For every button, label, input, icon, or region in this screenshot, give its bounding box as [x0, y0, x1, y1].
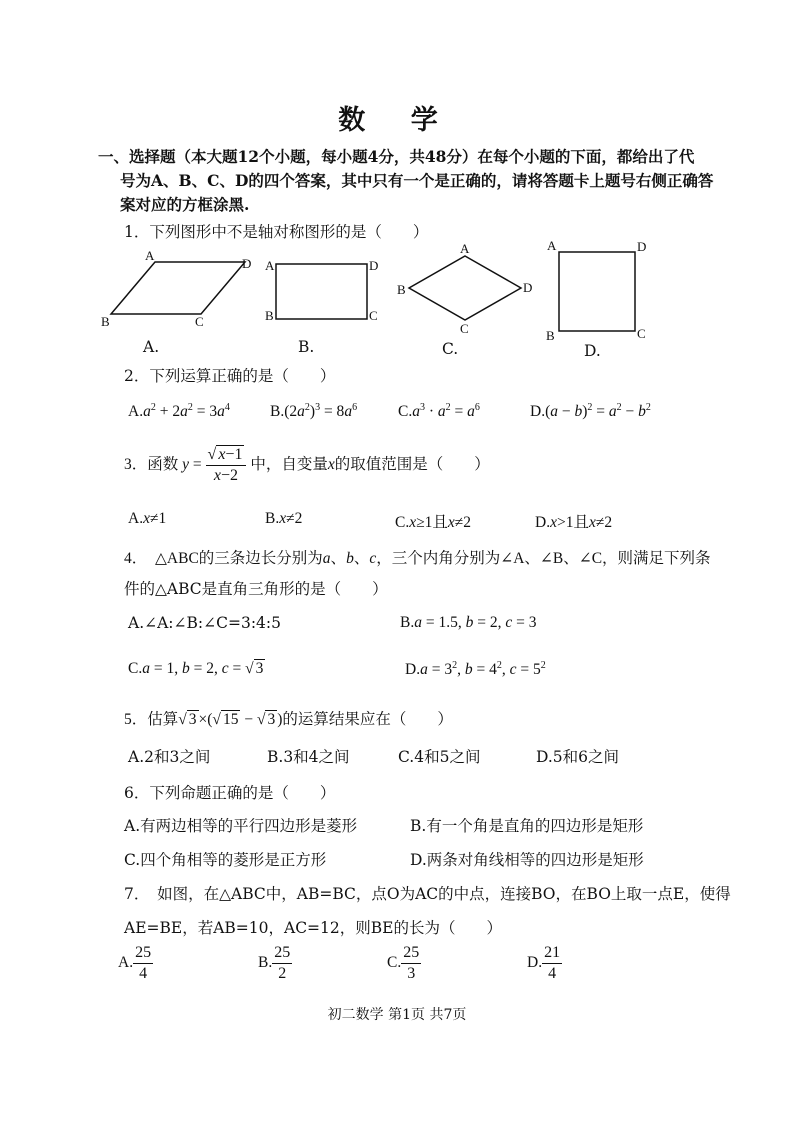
figure-rhombus	[409, 256, 521, 320]
question-4-line2: 件的△ABC是直角三角形的是（ ）	[124, 580, 388, 598]
vertex-label: B	[265, 308, 274, 323]
question-5-stem: 5．估算√ 3 ×(√ 15 − √ 3 )的运算结果应在（ ）	[124, 711, 453, 728]
question-7-line1: 7． 如图，在△ABC中，AB=BC，点O为AC的中点，连接BO，在BO上取一点E，使得	[124, 885, 731, 903]
vertex-label: B	[546, 328, 555, 343]
question-1-stem: 1．下列图形中不是轴对称图形的是（ ）	[124, 223, 429, 241]
question-7-option-a: A. $\frac{25}{4}$	[118, 944, 152, 982]
vertex-label: C	[195, 314, 204, 329]
question-7-option-d: D. $\frac{21}{4}$	[527, 944, 561, 982]
question-6-option-c: C.四个角相等的菱形是正方形	[124, 851, 327, 869]
vertex-label: C	[637, 326, 646, 341]
question-5-option-a: A.2和3之间	[128, 748, 211, 766]
question-6-option-b: B.有一个角是直角的四边形是矩形	[410, 817, 644, 835]
question-4-option-a: A.∠A:∠B:∠C=3:4:5	[128, 614, 281, 632]
page-title: 数 学	[338, 105, 456, 136]
question-2-option-d: $D.(a - b)^2 = a^2 - b^2$	[530, 402, 651, 420]
figure-rectangle	[276, 264, 367, 319]
vertex-label: D	[523, 280, 533, 295]
figure-square	[559, 252, 635, 331]
vertex-label: A	[460, 241, 470, 256]
figure-parallelogram	[111, 262, 245, 314]
question-6-option-d: D.两条对角线相等的四边形是矩形	[410, 851, 644, 869]
question-4-option-b: B.a = 1.5, b = 2, c = 3	[400, 614, 537, 631]
question-3-option-a: A.x≠1	[128, 510, 167, 527]
section-heading-line2: 号为A、B、C、D的四个答案，其中只有一个是正确的，请将答题卡上题号右侧正确答	[120, 171, 714, 190]
question-4-line1: 4． △ABC的三条边长分别为a、b、c，三个内角分别为∠A、∠B、∠C，则满足下列条	[124, 550, 711, 567]
question-5-option-c: C.4和5之间	[398, 748, 481, 766]
vertex-label: A	[145, 248, 155, 263]
question-7-option-b: B. $\frac{25}{2}$	[258, 944, 291, 982]
page-footer: 初二数学 第1页 共7页	[327, 1007, 467, 1023]
question-1-option-c: C.	[442, 340, 459, 358]
vertex-label: C	[460, 321, 469, 336]
question-1-option-b: B.	[298, 338, 315, 356]
question-1-option-d: D.	[584, 342, 601, 360]
question-7-option-c: C. $\frac{25}{3}$	[387, 944, 420, 982]
section-heading-line1: 一、选择题（本大题12个小题，每小题4分，共48分）在每个小题的下面，都给出了代	[98, 147, 695, 166]
question-6-option-a: A.有两边相等的平行四边形是菱形	[124, 817, 358, 835]
question-3-stem: 3．函数 y = $\frac{√ x-1}{x-2}$ 中，自变量x的取值范围是（ ）	[124, 446, 490, 484]
vertex-label: B	[101, 314, 110, 329]
question-2-option-a: $A.a^2 + 2a^2 = 3a^4$	[128, 402, 230, 420]
question-3-option-b: B.x≠2	[265, 510, 303, 527]
question-7-line2: AE=BE，若AB=10，AC=12，则BE的长为（ ）	[124, 919, 502, 937]
question-4-option-d: $D.a = 3^2$, $b = 4^2$, $c = 5^2$	[405, 660, 546, 678]
question-1-option-a: A.	[143, 338, 160, 356]
question-3-option-c: C.x≥1且x≠2	[395, 514, 472, 531]
vertex-label: B	[397, 282, 406, 297]
question-2-stem: 2．下列运算正确的是（ ）	[124, 367, 336, 385]
question-2-option-c: $C.a^3 \cdot a^2 = a^6$	[398, 402, 480, 420]
question-2-option-b: $B.(2a^2)^3 = 8a^6$	[270, 402, 358, 420]
question-5-option-d: D.5和6之间	[536, 748, 620, 766]
question-3-option-d: D.x>1且x≠2	[535, 514, 613, 531]
question-1-figures	[95, 238, 695, 356]
question-4-option-c: C.a = 1, b = 2, c = √ 3	[128, 660, 264, 677]
vertex-label: A	[547, 238, 557, 253]
vertex-label: D	[369, 258, 379, 273]
vertex-label: D	[242, 256, 252, 271]
vertex-label: C	[369, 308, 378, 323]
question-6-stem: 6．下列命题正确的是（ ）	[124, 784, 336, 802]
question-5-option-b: B.3和4之间	[267, 748, 350, 766]
section-heading-line3: 案对应的方框涂黑.	[120, 195, 250, 214]
vertex-label: D	[637, 239, 647, 254]
vertex-label: A	[265, 258, 275, 273]
